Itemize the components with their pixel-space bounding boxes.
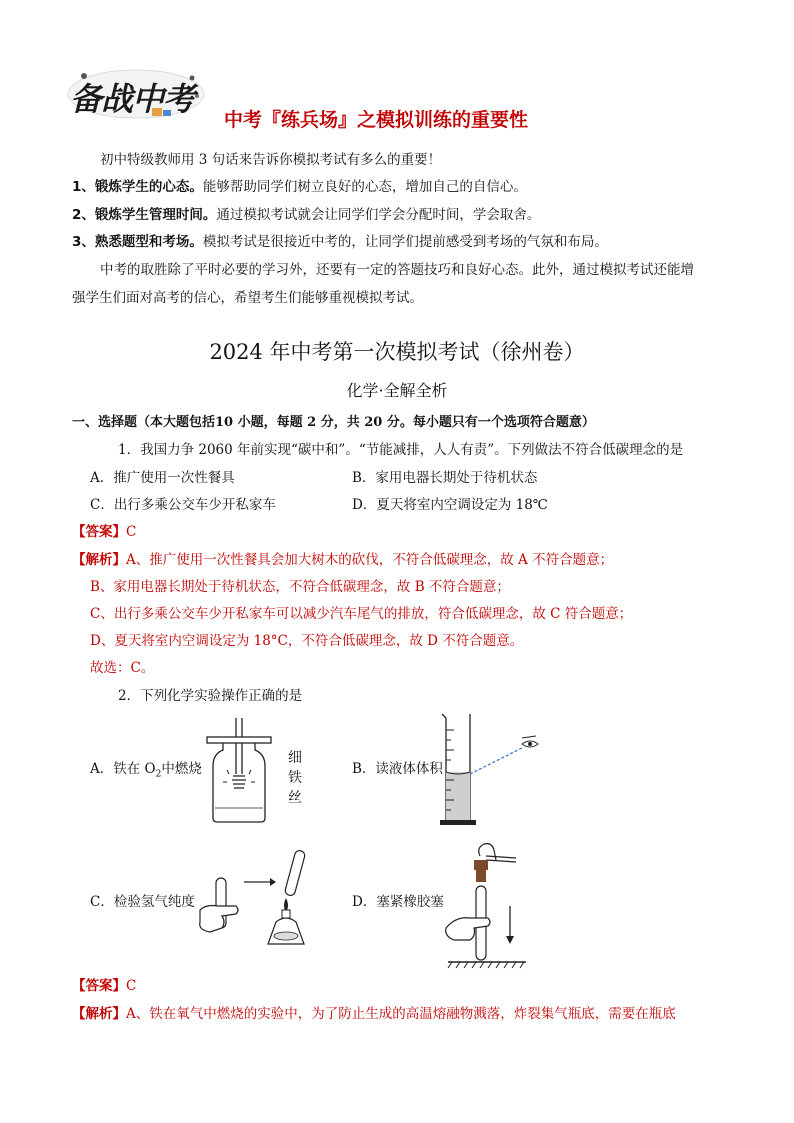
q2-analysis-line-1 xyxy=(72,1005,676,1023)
q1-option-a: A．推广使用一次性餐具 xyxy=(90,470,235,486)
q2-option-c: C．检验氢气纯度 xyxy=(90,894,195,910)
q2-stem: 2．下列化学实验操作正确的是 xyxy=(118,688,303,704)
exam-title: 2024 年中考第一次模拟考试（徐州卷） xyxy=(209,340,585,364)
q2-analysis-label: 【解析】 xyxy=(72,1006,126,1022)
q2-answer xyxy=(72,977,136,995)
logo-text: 备战中考 xyxy=(70,80,195,118)
intro-point-2-bold: 2、锻炼学生管理时间。 xyxy=(72,207,217,223)
intro-point-3 xyxy=(72,233,608,251)
q1-stem: 1．我国力争 2060 年前实现“碳中和”。“节能减排，人人有责”。下列做法不符合低碳理念的是 xyxy=(118,442,684,458)
q2-answer-label: 【答案】 xyxy=(72,978,126,994)
intro-paragraph-line-1: 中考的取胜除了平时必要的学习外，还要有一定的答题技巧和良好心态。此外，通过模拟考试还能增 xyxy=(100,262,694,278)
q2-option-a-post: 中燃烧 xyxy=(161,761,202,777)
q1-answer xyxy=(72,523,136,541)
q1-analysis-line-2: B、家用电器长期处于待机状态，不符合低碳理念，故 B 不符合题意； xyxy=(90,579,510,595)
q1-analysis-line-4: D、夏天将室内空调设定为 18°C，不符合低碳理念，故 D 不符合题意。 xyxy=(90,633,524,649)
iron-wire-label-3: 丝 xyxy=(288,790,302,806)
q1-analysis-line-1 xyxy=(72,551,613,569)
intro-point-2-text: 通过模拟考试就会让同学们学会分配时间，学会取舍。 xyxy=(216,207,541,223)
hydrogen-test-figure xyxy=(196,848,326,948)
logo xyxy=(64,66,214,126)
q2-option-a xyxy=(90,760,202,784)
q1-option-c: C．出行多乘公交车少开私家车 xyxy=(90,497,276,513)
q1-option-b: B．家用电器长期处于待机状态 xyxy=(352,470,538,486)
intro-lead: 初中特级教师用 3 句话来告诉你模拟考试有多么的重要！ xyxy=(100,152,442,168)
section-heading: 一、选择题（本大题包括10 小题，每题 2 分，共 20 分。每小题只有一个选项符合题意） xyxy=(72,415,595,430)
intro-point-3-text: 模拟考试是很接近中考的，让同学们提前感受到考场的气氛和布局。 xyxy=(202,234,608,250)
q1-analysis-label: 【解析】 xyxy=(72,552,126,568)
iron-wire-label xyxy=(288,748,302,808)
intro-point-2 xyxy=(72,206,540,224)
iron-burning-figure xyxy=(205,718,275,826)
intro-paragraph-line-2: 强学生们面对高考的信心，希望考生们能够重视模拟考试。 xyxy=(72,290,423,306)
intro-point-1-text: 能够帮助同学们树立良好的心态，增加自己的自信心。 xyxy=(202,179,527,195)
graduated-cylinder-figure xyxy=(436,710,546,830)
intro-point-1 xyxy=(72,178,527,196)
q1-answer-label: 【答案】 xyxy=(72,524,126,540)
iron-wire-label-2: 铁 xyxy=(288,770,302,786)
exam-subtitle: 化学·全解全析 xyxy=(346,381,448,400)
q2-analysis-text-1: A、铁在氧气中燃烧的实验中，为了防止生成的高温熔融物溅落，炸裂集气瓶底，需要在瓶底 xyxy=(126,1006,676,1022)
q2-option-a-sub: 2 xyxy=(155,769,162,780)
rubber-stopper-figure xyxy=(440,836,530,970)
q2-option-d: D．塞紧橡胶塞 xyxy=(352,894,444,910)
q1-answer-value: C xyxy=(126,524,137,540)
intro-point-3-bold: 3、熟悉题型和考场。 xyxy=(72,234,203,250)
q1-analysis-line-5: 故选：C。 xyxy=(90,660,155,676)
q1-option-d: D．夏天将室内空调设定为 18℃ xyxy=(352,497,548,513)
iron-wire-label-1: 细 xyxy=(288,750,302,766)
q1-analysis-line-3: C、出行多乘公交车少开私家车可以减少汽车尾气的排放，符合低碳理念，故 C 符合题意； xyxy=(90,606,633,622)
q2-option-b: B．读液体体积 xyxy=(352,761,443,777)
q2-option-a-pre: A．铁在 O xyxy=(90,761,156,777)
banner-title: 中考『练兵场』之模拟训练的重要性 xyxy=(224,109,529,131)
q1-analysis-text-1: A、推广使用一次性餐具会加大树木的砍伐，不符合低碳理念，故 A 不符合题意； xyxy=(126,552,614,568)
intro-point-1-bold: 1、锻炼学生的心态。 xyxy=(72,179,203,195)
q2-answer-value: C xyxy=(126,978,137,994)
